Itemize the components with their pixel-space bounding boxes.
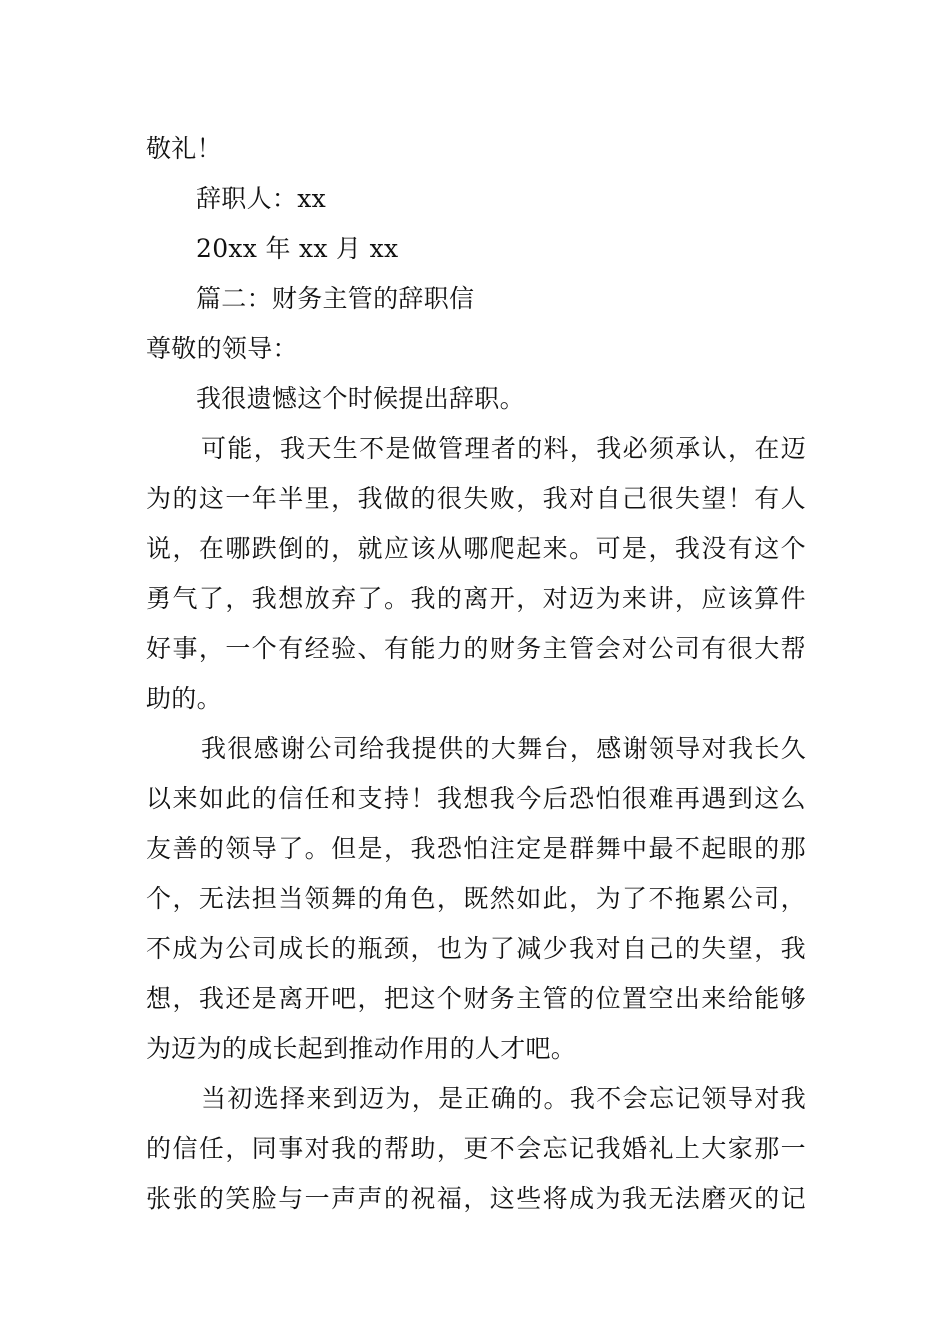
- paragraph-line: 好事，一个有经验、有能力的财务主管会对公司有很大帮: [146, 634, 806, 663]
- paragraph-line: 的信任，同事对我的帮助，更不会忘记我婚礼上大家那一: [146, 1134, 806, 1163]
- paragraph-line: 个，无法担当领舞的角色，既然如此，为了不拖累公司，: [146, 884, 806, 913]
- paragraph-line: 张张的笑脸与一声声的祝福，这些将成为我无法磨灭的记: [146, 1184, 806, 1213]
- paragraph-line: 想，我还是离开吧，把这个财务主管的位置空出来给能够: [146, 984, 806, 1013]
- paragraph-line: 说，在哪跌倒的，就应该从哪爬起来。可是，我没有这个: [146, 534, 806, 563]
- paragraph-line: 可能，我天生不是做管理者的料，我必须承认，在迈: [201, 434, 806, 463]
- paragraph-line: 为迈为的成长起到推动作用的人才吧。: [146, 1034, 577, 1063]
- resigner-line: 辞职人：xx: [196, 184, 326, 213]
- salutation: 尊敬的领导：: [146, 334, 298, 363]
- paragraph-line: 友善的领导了。但是，我恐怕注定是群舞中最不起眼的那: [146, 834, 806, 863]
- section-title: 篇二：财务主管的辞职信: [196, 284, 475, 313]
- paragraph-line: 不成为公司成长的瓶颈，也为了减少我对自己的失望，我: [146, 934, 806, 963]
- paragraph-line: 勇气了，我想放弃了。我的离开，对迈为来讲，应该算件: [146, 584, 806, 613]
- paragraph-line: 我很遗憾这个时候提出辞职。: [196, 384, 525, 413]
- paragraph-line: 以来如此的信任和支持！我想我今后恐怕很难再遇到这么: [146, 784, 806, 813]
- paragraph-line: 助的。: [146, 684, 222, 713]
- paragraph-line: 为的这一年半里，我做的很失败，我对自己很失望！有人: [146, 484, 806, 513]
- closing-line: 敬礼！: [146, 134, 222, 163]
- paragraph-line: 我很感谢公司给我提供的大舞台，感谢领导对我长久: [201, 734, 806, 763]
- date-line: 20xx 年 xx 月 xx: [196, 234, 399, 263]
- paragraph-line: 当初选择来到迈为，是正确的。我不会忘记领导对我: [201, 1084, 806, 1113]
